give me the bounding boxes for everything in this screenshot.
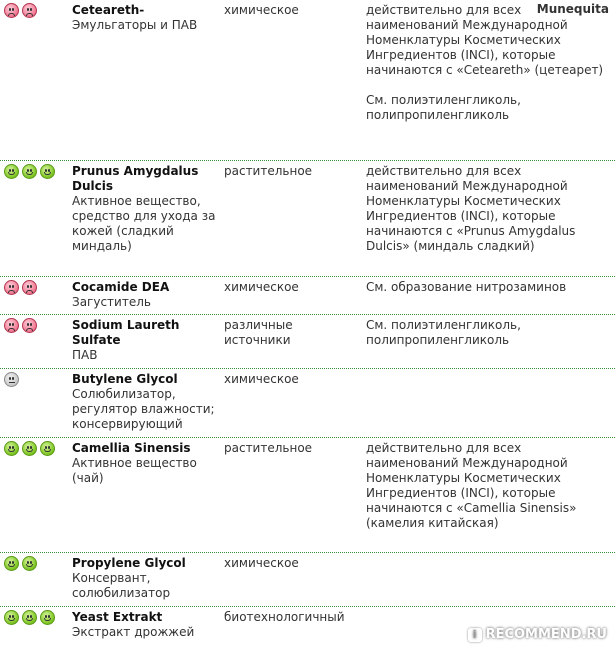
smiley-happy-icon <box>22 164 37 179</box>
ingredient-function: Загуститель <box>72 295 151 309</box>
rating-faces <box>4 441 55 456</box>
table-row <box>0 315 615 369</box>
note-text: действительно для всех наименований Международной Номенклатуры Косметических Ингредиентов (INCI), которые начинаются с «Ceteareth» (цетеарет) <box>366 3 604 77</box>
ingredient-origin: химическое <box>224 3 299 17</box>
ingredient-cell <box>72 372 217 432</box>
ingredient-origin: растительное <box>224 164 313 178</box>
ingredient-cell <box>72 318 217 363</box>
note-text: действительно для всех наименований Международной Номенклатуры Косметических Ингредиентов (INCI), которые начинаются с «Prunus Amygdalus Dulcis» (миндаль сладкий) <box>366 164 576 253</box>
smiley-happy-icon <box>22 441 37 456</box>
note-text: См. образование нитрозаминов <box>366 280 567 294</box>
ingredient-origin: биотехнологичный <box>224 610 345 624</box>
smiley-sad-icon <box>4 280 19 295</box>
smiley-sad-icon <box>22 318 37 333</box>
smiley-neutral-icon <box>4 372 19 387</box>
ingredient-cell <box>72 164 217 254</box>
table-row <box>0 0 615 161</box>
note-text: См. полиэтиленгликоль, полипропиленгликоль <box>366 318 521 347</box>
ingredient-origin: химическое <box>224 556 299 570</box>
smiley-happy-icon <box>40 441 55 456</box>
smiley-happy-icon <box>40 610 55 625</box>
rating-faces <box>4 164 55 179</box>
ingredient-name: Cocamide DEA <box>72 280 170 294</box>
ingredient-origin: химическое <box>224 280 299 294</box>
smiley-sad-icon <box>4 318 19 333</box>
rating-faces <box>4 3 37 18</box>
watermark-site <box>468 627 607 642</box>
ingredient-function: ПАВ <box>72 348 98 362</box>
ingredient-origin: различные источники <box>224 318 293 347</box>
ingredient-cell <box>72 280 217 310</box>
site-logo-icon: i <box>468 628 482 642</box>
ingredient-cell <box>72 441 217 486</box>
ingredient-function: Активное вещество, средство для ухода за кожей (сладкий миндаль) <box>72 194 216 253</box>
ingredient-name: Yeast Extrakt <box>72 610 163 624</box>
table-row <box>0 277 615 315</box>
table-row <box>0 161 615 277</box>
ingredient-cell <box>72 610 217 640</box>
ingredient-note <box>366 441 606 531</box>
ingredient-function: Экстракт дрожжей <box>72 625 195 639</box>
note-text: действительно для всех наименований Международной Номенклатуры Косметических Ингредиентов (INCI), которые начинаются с «Camellia Sinensis» (камелия китайская) <box>366 441 577 530</box>
rating-faces <box>4 556 37 571</box>
smiley-happy-icon <box>22 556 37 571</box>
ingredient-function: Эмульгаторы и ПАВ <box>72 18 198 32</box>
ingredient-name: Butylene Glycol <box>72 372 178 386</box>
smiley-sad-icon <box>22 280 37 295</box>
ingredient-origin: растительное <box>224 441 313 455</box>
ingredient-name: Sodium Laureth Sulfate <box>72 318 180 347</box>
ingredient-name: Ceteareth- <box>72 3 145 17</box>
ingredient-cell <box>72 3 217 33</box>
watermark-username: Munequita <box>536 2 609 16</box>
rating-faces <box>4 280 37 295</box>
table-row <box>0 438 615 553</box>
smiley-happy-icon <box>22 610 37 625</box>
smiley-happy-icon <box>40 164 55 179</box>
ingredient-function: Активное вещество (чай) <box>72 456 197 485</box>
smiley-sad-icon <box>22 3 37 18</box>
ingredient-note <box>366 318 606 348</box>
site-name: RECOMMEND.RU <box>485 627 607 642</box>
ingredient-origin: химическое <box>224 372 299 386</box>
ingredient-function: Солюбилизатор, регулятор влажности; консервирующий <box>72 387 215 431</box>
ingredient-note <box>366 164 606 254</box>
table-row <box>0 553 615 607</box>
ingredient-function: Консервант, солюбилизатор <box>72 571 171 600</box>
smiley-happy-icon <box>4 441 19 456</box>
ingredient-name: Camellia Sinensis <box>72 441 191 455</box>
table-row <box>0 369 615 438</box>
note-extra-text: См. полиэтиленгликоль, полипропиленгликоль <box>366 93 521 122</box>
smiley-sad-icon <box>4 3 19 18</box>
rating-faces <box>4 372 19 387</box>
ingredient-name: Propylene Glycol <box>72 556 186 570</box>
smiley-happy-icon <box>4 164 19 179</box>
smiley-happy-icon <box>4 610 19 625</box>
ingredient-note <box>366 3 606 123</box>
rating-faces <box>4 610 55 625</box>
ingredient-name: Prunus Amygdalus Dulcis <box>72 164 199 193</box>
smiley-happy-icon <box>4 556 19 571</box>
ingredient-cell <box>72 556 217 601</box>
rating-faces <box>4 318 37 333</box>
ingredient-note <box>366 280 606 295</box>
